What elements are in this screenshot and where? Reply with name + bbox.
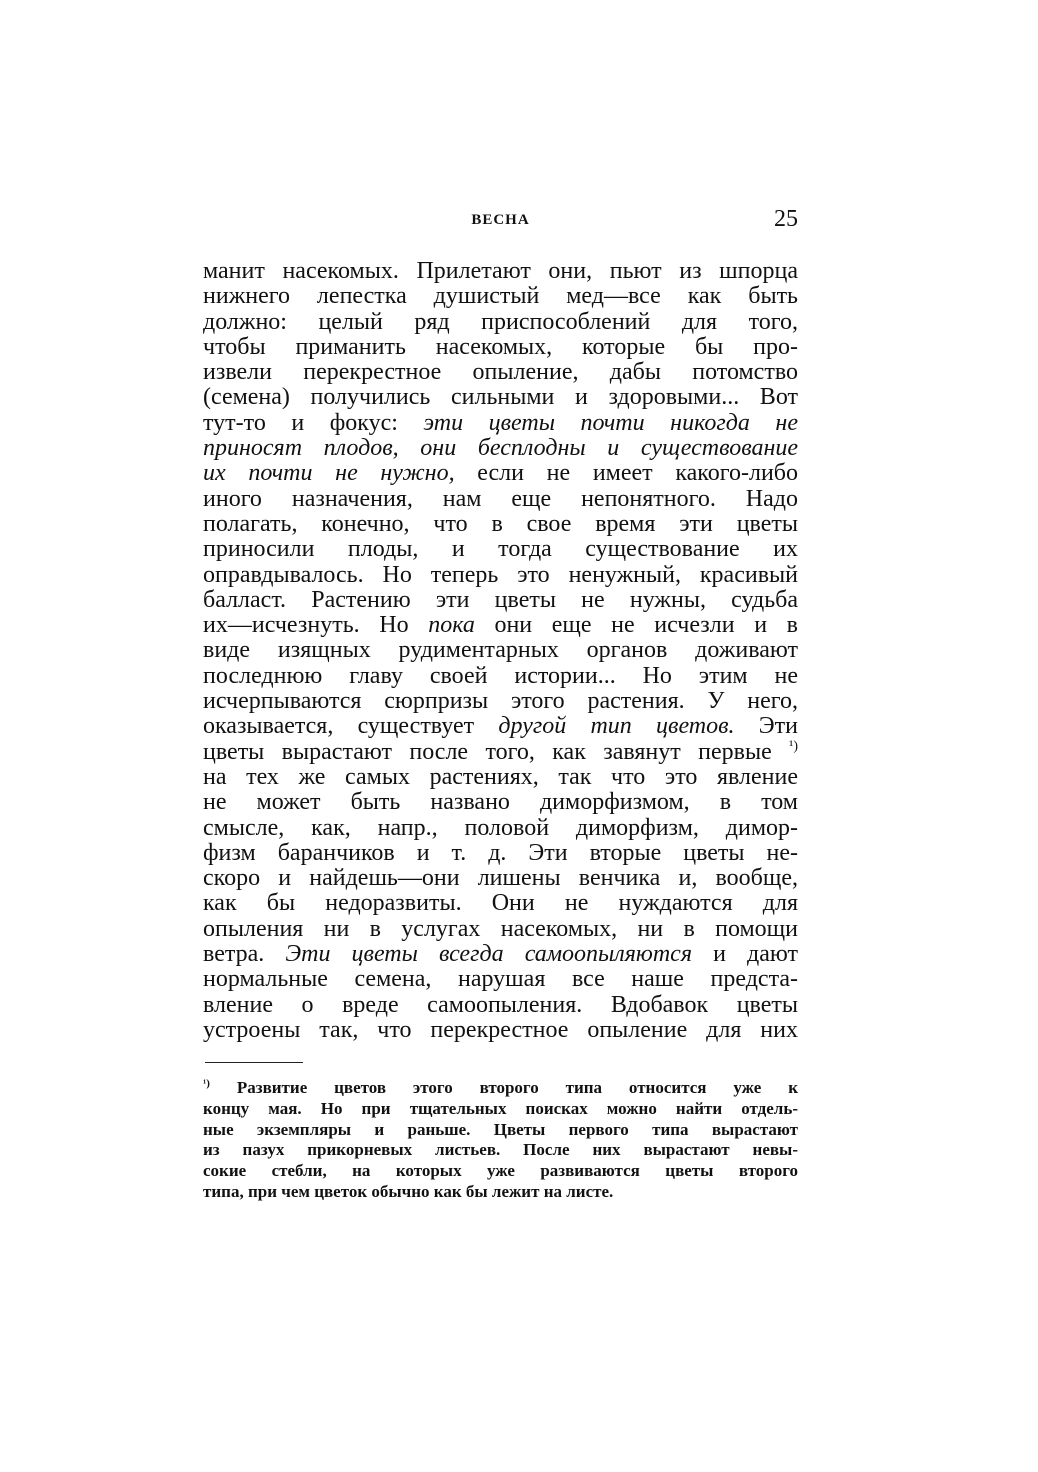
- text-segment: оказывается, существует: [203, 713, 499, 740]
- text-line: [203, 588, 798, 613]
- text-segment: (семена) получились сильными и здоровыми... Вот: [203, 384, 798, 411]
- text-segment: на тех же самых растениях, так что это явление: [203, 763, 798, 790]
- text-line: [203, 360, 798, 385]
- text-segment: и дают: [691, 941, 799, 968]
- italic-text: другой тип цветов.: [498, 713, 735, 740]
- italic-text: пока: [428, 612, 475, 639]
- text-segment: последнюю главу своей истории... Но этим не: [203, 662, 798, 689]
- body-text: [203, 259, 798, 1043]
- footnote-line: [203, 1182, 798, 1203]
- footnote-line: [203, 1140, 798, 1161]
- text-segment: оправдывалось. Но теперь это ненужный, красивый: [203, 561, 798, 588]
- footnote-marker: ¹): [203, 1077, 210, 1090]
- text-line: [203, 512, 798, 537]
- footnote-text: Развитие цветов этого второго типа относится уже к: [236, 1078, 798, 1097]
- text-segment: вление о вреде самоопыления. Вдобавок цветы: [203, 991, 798, 1018]
- text-segment: тут-то и фокус:: [203, 409, 424, 436]
- text-line: [203, 335, 798, 360]
- footnote-line: [203, 1099, 798, 1120]
- text-segment: должно: целый ряд приспособлений для того,: [203, 308, 798, 335]
- text-segment: цветы вырастают после того, как завянут первые: [203, 738, 790, 765]
- text-line: [203, 563, 798, 588]
- footnote: [203, 1078, 798, 1203]
- text-segment: если не имеет какого-либо: [454, 460, 799, 487]
- text-line: [203, 259, 798, 284]
- text-line: [203, 461, 798, 486]
- text-line: [203, 284, 798, 309]
- text-line: [203, 310, 798, 335]
- text-line: [203, 385, 798, 410]
- text-segment: они еще не исчезли и в: [474, 612, 798, 639]
- text-segment: ветра.: [203, 941, 286, 968]
- text-line: [203, 765, 798, 790]
- text-line: [203, 942, 798, 967]
- italic-text: Эти цветы всегда самоопыляются: [285, 941, 692, 968]
- text-segment: Эти: [734, 713, 798, 740]
- text-segment: как бы недоразвиты. Они не нуждаются для: [203, 890, 798, 917]
- text-line: [203, 816, 798, 841]
- text-segment: приносили плоды, и тогда существование их: [203, 536, 798, 563]
- text-segment: опыления ни в услугах насекомых, ни в помощи: [203, 915, 798, 942]
- footnote-line: [203, 1120, 798, 1141]
- page-number: 25: [774, 206, 798, 232]
- text-line: [203, 411, 798, 436]
- text-line: [203, 537, 798, 562]
- text-line: [203, 891, 798, 916]
- text-segment: не может быть названо диморфизмом, в том: [203, 789, 798, 816]
- footnote-text: ные экземпляры и раньше. Цветы первого типа вырастают: [203, 1119, 798, 1139]
- text-line: [203, 487, 798, 512]
- text-line: [203, 638, 798, 663]
- text-line: [203, 714, 798, 739]
- text-line: [203, 613, 798, 638]
- text-line: [203, 1018, 798, 1043]
- footnote-text: концу мая. Но при тщательных поисках можно найти отдель-: [203, 1098, 798, 1118]
- text-line: [203, 790, 798, 815]
- text-segment: скоро и найдешь—они лишены венчика и, вообще,: [203, 865, 798, 892]
- footnote-rule: [205, 1062, 303, 1063]
- text-segment: чтобы приманить насекомых, которые бы про-: [203, 333, 798, 360]
- text-segment: манит насекомых. Прилетают они, пьют из шпорца: [203, 258, 798, 284]
- text-segment: балласт. Растению эти цветы не нужны, судьба: [203, 586, 798, 613]
- text-line: [203, 689, 798, 714]
- running-head: [203, 206, 798, 236]
- text-line: [203, 967, 798, 992]
- text-segment: смысле, как, напр., половой диморфизм, димор-: [203, 814, 798, 841]
- text-line: [203, 436, 798, 461]
- italic-text: эти цветы почти никогда не: [423, 409, 798, 436]
- text-segment: исчерпываются сюрпризы этого растения. У него,: [203, 688, 798, 715]
- footnote-text: из пазух прикорневых листьев. После них вырастают невы-: [203, 1140, 798, 1160]
- text-segment: нижнего лепестка душистый мед—все как быть: [203, 283, 798, 310]
- italic-text: их почти не нужно,: [203, 460, 455, 487]
- text-line: [203, 993, 798, 1018]
- footnote-line: [203, 1078, 798, 1099]
- footnote-text: сокие стебли, на которых уже развиваются цветы второго: [203, 1161, 798, 1181]
- text-segment: полагать, конечно, что в свое время эти цветы: [203, 510, 798, 537]
- text-segment: извели перекрестное опыление, дабы потомство: [203, 359, 798, 386]
- text-segment: иного назначения, нам еще непонятного. Надо: [203, 485, 798, 512]
- text-segment: виде изящных рудиментарных органов доживают: [203, 637, 798, 664]
- footnote-line: [203, 1161, 798, 1182]
- text-line: [203, 866, 798, 891]
- text-segment: физм баранчиков и т. д. Эти вторые цветы не-: [203, 839, 798, 866]
- text-line: [203, 841, 798, 866]
- footnote-reference: ¹): [789, 738, 798, 754]
- text-segment: устроены так, что перекрестное опыление для них: [203, 1016, 798, 1043]
- text-line: [203, 664, 798, 689]
- text-line: [203, 917, 798, 942]
- text-segment: нормальные семена, нарушая все наше предста-: [203, 966, 798, 993]
- italic-text: приносят плодов, они бесплодны и существование: [203, 435, 798, 462]
- text-line: [203, 740, 798, 765]
- text-segment: их—исчезнуть. Но: [203, 612, 429, 639]
- running-title: ВЕСНА: [471, 212, 530, 228]
- footnote-text: типа, при чем цветок обычно как бы лежит на листе.: [203, 1181, 614, 1201]
